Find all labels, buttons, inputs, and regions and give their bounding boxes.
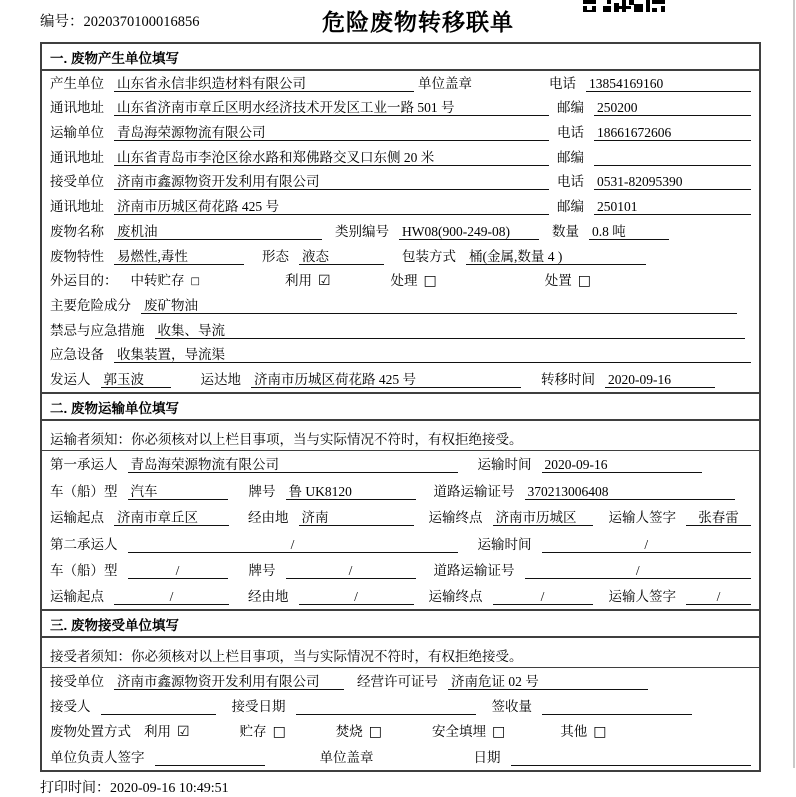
producer-unit-label: 产生单位: [50, 75, 104, 91]
carrier-1-row: [42, 451, 759, 477]
section-1: [42, 71, 759, 392]
main-hazard-value: 废矿物油: [141, 297, 737, 314]
transporter-address-row: [42, 145, 759, 170]
transporter-phone-label: 电话: [557, 125, 584, 141]
receiver-seal-label: 单位盖章: [319, 749, 374, 765]
carrier-sign-2-label: 运输人签字: [608, 589, 676, 605]
producer-phone-label: 电话: [549, 75, 576, 91]
carrier-1-label: 第一承运人: [50, 457, 118, 473]
document-header: [0, 0, 796, 42]
vehicle-1-row: [42, 477, 759, 503]
sender-label: 发运人: [50, 371, 91, 387]
receiver-address-label: 通讯地址: [50, 199, 104, 215]
disposal-other-checkbox: □: [593, 724, 607, 741]
qr-code-fragment-icon: [583, 0, 665, 13]
waste-category-value: HW08(900-249-08): [399, 223, 539, 240]
section-1-header: 一. 废物产生单位填写: [42, 44, 759, 71]
road-permit-1-value: 370213006408: [525, 483, 735, 500]
disposal-method-row: [42, 719, 759, 744]
section-3: [42, 638, 759, 770]
receiver-address-value: 济南市历城区荷花路 425 号: [114, 198, 549, 215]
accept-unit-label: 接受单位: [50, 673, 104, 689]
transfer-date-value: 2020-09-16: [605, 371, 715, 388]
carrier-sign-2-value: /: [686, 588, 751, 605]
accept-person-value: [101, 698, 216, 715]
receiver-address-row: [42, 194, 759, 219]
road-permit-2-label: 道路运输证号: [433, 562, 515, 578]
transporter-zip-value: [594, 149, 751, 166]
disposal-utilize-checkbox: ☑: [177, 724, 190, 741]
disposal-incinerate-option: 焚烧: [335, 724, 363, 740]
transporter-zip-label: 邮编: [557, 149, 584, 165]
via-1-label: 经由地: [248, 510, 289, 526]
accept-person-label: 接受人: [50, 699, 91, 715]
main-hazard-row: [42, 293, 759, 318]
vehicle-type-2-label: 车（船）型: [50, 562, 118, 578]
treat-option: 处理: [390, 273, 418, 289]
transporter-address-value: 山东省青岛市李沧区徐水路和郑佛路交叉口东侧 20 米: [114, 149, 549, 166]
transfer-purpose-row: [42, 269, 759, 294]
carrier-2-value: /: [128, 536, 458, 553]
transport-date-1-value: 2020-09-16: [542, 456, 702, 473]
receiver-unit-row: [42, 170, 759, 195]
print-time-label: 打印时间：: [40, 780, 110, 796]
road-permit-1-label: 道路运输证号: [433, 483, 515, 499]
transport-date-2-value: /: [542, 536, 752, 553]
transfer-date-label: 转移时间: [541, 371, 595, 387]
producer-zip-value: 250200: [594, 99, 751, 116]
section-3-header: 三. 废物接受单位填写: [42, 609, 759, 638]
section-2: [42, 421, 759, 609]
license-label: 经营许可证号: [357, 673, 438, 689]
producer-phone-value: 13854169160: [586, 75, 751, 92]
waste-name-value: 废机油: [114, 223, 322, 240]
emergency-measures-label: 禁忌与应急措施: [50, 322, 145, 338]
via-1-value: 济南: [299, 509, 414, 526]
waste-name-row: [42, 219, 759, 244]
received-qty-label: 签收量: [491, 699, 532, 715]
transporter-notice: 运输者须知：你必须核对以上栏目事项，当与实际情况不符时，有权拒绝接受。: [42, 421, 759, 451]
producer-unit-value: 山东省永信非织造材料有限公司: [114, 75, 414, 92]
producer-unit-row: [42, 71, 759, 96]
transporter-phone-value: 18661672606: [594, 124, 751, 141]
disposal-method-label: 废物处置方式: [50, 724, 131, 740]
vehicle-2-row: [42, 557, 759, 583]
main-hazard-label: 主要危险成分: [50, 297, 131, 313]
producer-address-row: [42, 96, 759, 121]
packaging-label: 包装方式: [402, 248, 456, 264]
waste-quantity-value: 0.8 吨: [589, 223, 669, 240]
receiver-notice: 接受者须知：你必须核对以上栏目事项，当与实际情况不符时，有权拒绝接受。: [42, 638, 759, 668]
destination-value: 济南市历城区荷花路 425 号: [251, 371, 521, 388]
waste-quantity-label: 数量: [552, 223, 579, 239]
transporter-unit-label: 运输单位: [50, 125, 104, 141]
terminus-2-value: /: [493, 588, 593, 605]
carrier-1-value: 青岛海荣源物流有限公司: [128, 456, 458, 473]
utilize-checkbox: ☑: [317, 273, 331, 290]
plate-1-value: 鲁 UK8120: [286, 483, 416, 500]
disposal-storage-option: 贮存: [239, 724, 267, 740]
license-value: 济南危证 02 号: [448, 673, 648, 690]
producer-address-label: 通讯地址: [50, 100, 104, 116]
packaging-value: 桶(金属,数量 4 ): [466, 248, 646, 265]
accept-unit-value: 济南市鑫源物资开发利用有限公司: [114, 673, 344, 690]
origin-1-label: 运输起点: [50, 510, 104, 526]
terminus-1-label: 运输终点: [428, 510, 483, 526]
waste-property-value: 易燃性,毒性: [114, 248, 244, 265]
disposal-incinerate-checkbox: □: [368, 724, 383, 741]
receiver-phone-value: 0531-82095390: [594, 173, 751, 190]
plate-2-label: 牌号: [248, 562, 276, 578]
responsible-sign-label: 单位负责人签字: [50, 749, 145, 765]
carrier-2-row: [42, 530, 759, 556]
origin-2-label: 运输起点: [50, 589, 104, 605]
print-time-value: 2020-09-16 10:49:51: [110, 780, 229, 796]
accept-date-label: 接受日期: [231, 699, 286, 715]
emergency-equipment-row: [42, 343, 759, 368]
transport-date-1-label: 运输时间: [477, 457, 532, 473]
destination-label: 运达地: [200, 371, 241, 387]
transit-storage-option: 中转贮存: [130, 273, 185, 289]
responsible-sign-row: [42, 744, 759, 769]
terminus-2-label: 运输终点: [428, 589, 483, 605]
print-time-line: [40, 777, 796, 797]
producer-zip-label: 邮编: [557, 100, 584, 116]
utilize-option: 利用: [284, 273, 312, 289]
transit-storage-checkbox: □: [190, 276, 200, 288]
responsible-sign-value: [155, 749, 265, 766]
waste-form-value: 液态: [299, 248, 384, 265]
producer-address-value: 山东省济南市章丘区明水经济技术开发区工业一路 501 号: [114, 99, 549, 116]
origin-1-value: 济南市章丘区: [114, 509, 229, 526]
disposal-utilize-option: 利用: [144, 724, 171, 740]
seal-date-value: [511, 749, 752, 766]
accept-unit-row: [42, 668, 759, 693]
disposal-other-option: 其他: [560, 724, 588, 740]
emergency-measures-row: [42, 318, 759, 343]
vehicle-type-1-label: 车（船）型: [50, 483, 118, 499]
waste-form-label: 形态: [262, 248, 289, 264]
emergency-equipment-value: 收集装置，导流渠: [114, 346, 751, 363]
waste-category-label: 类别编号: [335, 223, 389, 239]
emergency-measures-value: 收集、导流: [155, 322, 746, 339]
form-title: 危险废物转移联单: [322, 9, 514, 35]
via-2-label: 经由地: [248, 589, 289, 605]
accept-person-row: [42, 694, 759, 719]
seal-date-label: 日期: [473, 749, 501, 765]
receiver-unit-label: 接受单位: [50, 174, 104, 190]
header-right: [514, 0, 796, 13]
vehicle-type-1-value: 汽车: [128, 483, 228, 500]
origin-2-value: /: [114, 588, 229, 605]
transport-date-2-label: 运输时间: [477, 536, 532, 552]
received-qty-value: [542, 698, 692, 715]
waste-property-label: 废物特性: [50, 248, 104, 264]
unit-seal-label: 单位盖章: [418, 75, 472, 91]
transporter-unit-row: [42, 120, 759, 145]
plate-2-value: /: [286, 562, 416, 579]
receiver-zip-label: 邮编: [557, 199, 584, 215]
transfer-purpose-label: 外运目的：: [50, 273, 118, 289]
road-permit-2-value: /: [525, 562, 752, 579]
waste-name-label: 废物名称: [50, 223, 104, 239]
receiver-unit-value: 济南市鑫源物资开发利用有限公司: [114, 173, 549, 190]
disposal-landfill-option: 安全填埋: [432, 724, 487, 740]
accept-date-value: [296, 698, 476, 715]
carrier-sign-1-value: 张春雷: [686, 509, 751, 526]
sender-value: 郭玉波: [101, 371, 171, 388]
transporter-address-label: 通讯地址: [50, 149, 104, 165]
dispose-option: 处置: [544, 273, 572, 289]
waste-property-row: [42, 244, 759, 269]
section-2-header: 二. 废物运输单位填写: [42, 392, 759, 421]
receiver-phone-label: 电话: [557, 174, 584, 190]
dispose-checkbox: □: [577, 273, 591, 290]
vehicle-type-2-value: /: [128, 562, 228, 579]
route-1-row: [42, 504, 759, 530]
carrier-2-label: 第二承运人: [50, 536, 118, 552]
page-right-edge: [793, 0, 795, 768]
manifest-form: [40, 42, 761, 772]
serial-number: 2020370100016856: [83, 14, 200, 30]
plate-1-label: 牌号: [248, 483, 276, 499]
terminus-1-value: 济南市历城区: [493, 509, 593, 526]
treat-checkbox: □: [423, 273, 437, 290]
serial-label: 编号：: [40, 14, 84, 30]
receiver-zip-value: 250101: [594, 198, 751, 215]
via-2-value: /: [299, 588, 414, 605]
route-2-row: [42, 583, 759, 609]
disposal-storage-checkbox: □: [272, 724, 286, 741]
disposal-landfill-checkbox: □: [492, 724, 506, 741]
serial-line: [0, 0, 322, 31]
emergency-equipment-label: 应急设备: [50, 347, 104, 363]
carrier-sign-1-label: 运输人签字: [608, 510, 676, 526]
transporter-unit-value: 青岛海荣源物流有限公司: [114, 124, 549, 141]
sender-row: [42, 367, 759, 392]
